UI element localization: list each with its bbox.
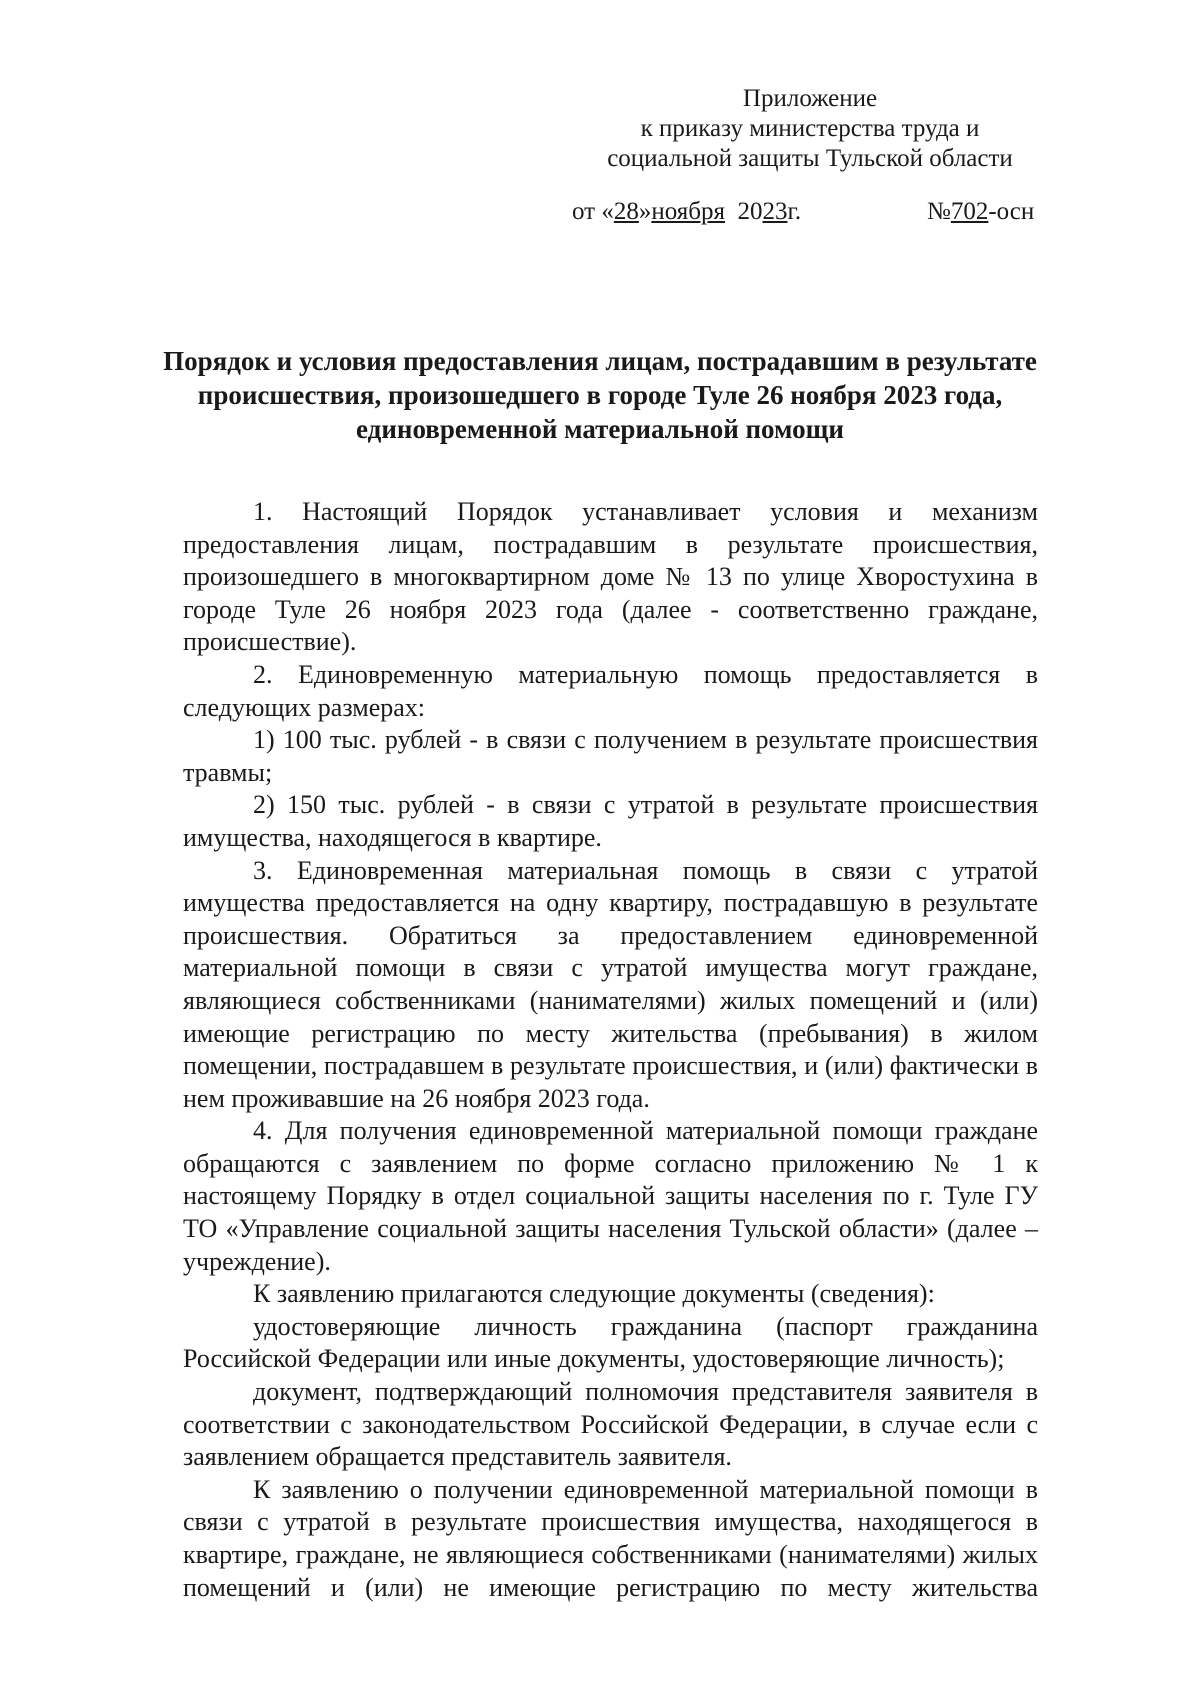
title-line-1: Порядок и условия предоставления лицам, пострадавшим в результате (163, 346, 1037, 376)
date-year-end: г. (787, 198, 802, 225)
paragraph-identity-docs: удостоверяющие личность гражданина (паспорт гражданина Российской Федерации или иные документы, удостоверяющие личность); (183, 1311, 1038, 1374)
date-month: ноября (651, 198, 725, 225)
appendix-title: Приложение (742, 85, 878, 112)
number-suffix: -осн (988, 198, 1035, 225)
document-title (150, 344, 1050, 446)
paragraph-3: 3. Единовременная материальная помощь в связи с утратой имущества предоставляется на одну квартиру, пострадавшую в результате происшествия. Обратиться за предоставлением единовременной материальной помощи в связи с утратой имущества могут граждане, являющиеся собственниками (нанимателями) жилых помещений и (или) имеющие регистрацию по месту жительства (пребывания) в жилом помещении, пострадавшем в результате происшествия, и (или) фактически в нем проживавшие на 26 ноября 2023 года. (183, 855, 1038, 1113)
paragraph-2-item-1: 1) 100 тыс. рублей - в связи с получением в результате происшествия травмы; (183, 725, 1038, 787)
title-line-3: единовременной материальной помощи (356, 414, 844, 444)
document-body (183, 496, 1038, 1604)
appendix-line-3: социальной защиты Тульской области (607, 145, 1013, 172)
paragraph-attachments-intro: К заявлению прилагаются следующие документы (сведения): (253, 1279, 935, 1309)
date-quote: » (638, 198, 652, 225)
appendix-header (590, 84, 1030, 174)
appendix-line-2: к приказу министерства труда и (640, 115, 980, 142)
paragraph-2: 2. Единовременную материальную помощь предоставляется в следующих размерах: (183, 659, 1038, 722)
number-value: 702 (950, 198, 989, 225)
date-year-prefix: 20 (737, 198, 763, 225)
paragraph-4: 4. Для получения единовременной материальной помощи граждане обращаются с заявлением по форме согласно приложению № 1 к настоящему Порядку в отдел социальной защиты населения по г. Туле ГУ ТО «Управление социальной защиты населения Тульской области» (далее – учреждение). (183, 1116, 1038, 1276)
date-prefix: от « (572, 198, 614, 225)
number-sign: № (927, 198, 951, 225)
paragraph-property-loss: К заявлению о получении единовременной материальной помощи в связи с утратой в результате происшествия имущества, находящегося в квартире, граждане, не являющиеся собственниками (нанимателями) жилых помещений и (или) не имеющие регистрацию по месту жительства (183, 1474, 1038, 1602)
order-number (927, 196, 1034, 228)
order-date-number (572, 196, 1042, 228)
paragraph-1: 1. Настоящий Порядок устанавливает условия и механизм предоставления лицам, пострадавшим в результате происшествия, произошедшего в многоквартирном доме № 13 по улице Хворостухина в городе Туле 26 ноября 2023 года (далее - соответственно граждане, происшествие). (183, 497, 1038, 657)
paragraph-representative-docs: документ, подтверждающий полномочия представителя заявителя в соответствии с законодательством Российской Федерации, в случае если с заявлением обращается представитель заявителя. (183, 1377, 1038, 1472)
order-date (572, 198, 801, 225)
date-year-suffix: 23 (762, 198, 788, 225)
title-line-2: происшествия, произошедшего в городе Туле 26 ноября 2023 года, (197, 380, 1003, 410)
date-day: 28 (613, 198, 639, 225)
paragraph-2-item-2: 2) 150 тыс. рублей - в связи с утратой в результате происшествия имущества, находящегося в квартире. (183, 790, 1038, 852)
